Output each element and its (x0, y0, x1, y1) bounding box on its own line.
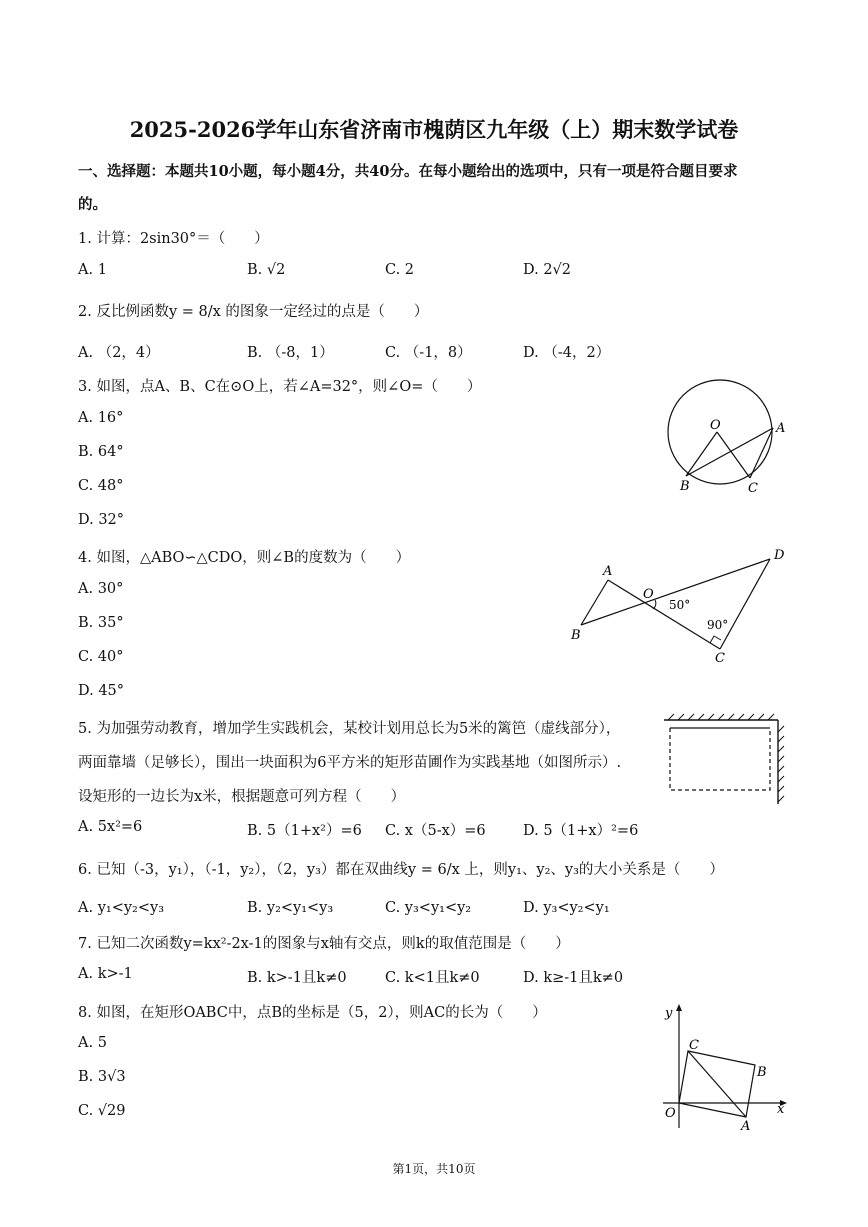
q3-option-d: D. 32° (78, 512, 125, 528)
q3-circle-figure (660, 375, 790, 495)
q7-stem: 7. 已知二次函数y=kx²-2x-1的图象与x轴有交点，则k的取值范围是（ ） (78, 936, 570, 952)
q8-label-c: C (689, 1038, 699, 1053)
q3-label-c: C (748, 481, 758, 495)
q1-option-a: A. 1 (78, 262, 107, 278)
q4-label-c: C (715, 651, 725, 666)
q5-option-d: D. 5（1+x）²=6 (523, 823, 639, 839)
q4-option-d: D. 45° (78, 683, 125, 699)
q1-option-d: D. 2√2 (523, 262, 572, 278)
q8-option-a: A. 5 (78, 1035, 107, 1051)
q7-option-c: C. k<1且k≠0 (385, 970, 480, 986)
q8-stem: 8. 如图，在矩形OABC中，点B的坐标是（5，2），则AC的长为（ ） (78, 1005, 547, 1021)
q1-stem: 1. 计算：2sin30°＝（ ） (78, 231, 269, 247)
q2-option-b: B. （-8，1） (247, 345, 334, 361)
q8-rectangle-figure (655, 1000, 795, 1135)
q5-stem-line2: 两面靠墙（足够长），围出一块面积为6平方米的矩形苗圃作为实践基地（如图所示）. (78, 755, 622, 771)
q5-stem-line3: 设矩形的一边长为x米，根据题意可列方程（ ） (78, 789, 406, 805)
q5-option-a: A. 5x²=6 (78, 819, 143, 835)
q5-option-c: C. x（5-x）=6 (385, 823, 486, 839)
q4-label-d: D (774, 548, 785, 563)
q4-option-c: C. 40° (78, 649, 124, 665)
q3-option-a: A. 16° (78, 410, 124, 426)
q4-label-o: O (643, 587, 654, 602)
section-heading: 一、选择题：本题共10小题，每小题4分，共40分。在每小题给出的选项中，只有一项是符合题目要求 (78, 163, 738, 180)
q2-option-a: A. （2，4） (78, 345, 160, 361)
q8-label-y: y (665, 1006, 673, 1021)
q3-stem: 3. 如图，点A、B、C在⊙O上，若∠A=32°，则∠O=（ ） (78, 379, 482, 395)
q3-label-b: B (680, 479, 690, 494)
q4-option-a: A. 30° (78, 581, 124, 597)
q8-label-a: A (741, 1119, 751, 1134)
q2-option-d: D. （-4，2） (523, 345, 611, 361)
q6-stem: 6. 已知（-3，y₁），（-1，y₂），（2，y₃）都在双曲线y = 6/x 上，则y₁、y₂、y₃的大小关系是（ ） (78, 862, 724, 878)
q6-option-c: C. y₃<y₁<y₂ (385, 900, 472, 916)
q3-option-c: C. 48° (78, 478, 124, 494)
q4-stem: 4. 如图，△ABO∽△CDO，则∠B的度数为（ ） (78, 550, 411, 566)
q8-label-b: B (757, 1065, 767, 1080)
page-title: 2025-2026学年山东省济南市槐荫区九年级（上）期末数学试卷 (129, 117, 739, 142)
q2-option-c: C. （-1，8） (385, 345, 472, 361)
page-footer: 第1页，共10页 (392, 1162, 476, 1176)
q6-option-a: A. y₁<y₂<y₃ (78, 900, 165, 916)
q8-option-c: C. √29 (78, 1103, 126, 1119)
q2-stem: 2. 反比例函数y = 8/x 的图象一定经过的点是（ ） (78, 304, 429, 320)
q5-stem-line1: 5. 为加强劳动教育，增加学生实践机会，某校计划用总长为5米的篱笆（虚线部分）， (78, 721, 621, 737)
q8-label-o: O (665, 1106, 676, 1121)
q5-option-b: B. 5（1+x²）=6 (247, 823, 362, 839)
q8-option-b: B. 3√3 (78, 1069, 126, 1085)
q4-option-b: B. 35° (78, 615, 124, 631)
q4-triangles-figure (565, 543, 795, 668)
q4-label-a: A (603, 564, 613, 579)
q7-option-d: D. k≥-1且k≠0 (523, 970, 624, 986)
q7-option-b: B. k>-1且k≠0 (247, 970, 347, 986)
q4-label-b: B (571, 628, 581, 643)
q7-option-a: A. k>-1 (78, 966, 133, 982)
section-heading-cont: 的。 (78, 196, 107, 213)
q1-option-b: B. √2 (247, 262, 286, 278)
q1-option-c: C. 2 (385, 262, 415, 278)
q4-angle-50: 50° (669, 598, 691, 612)
q6-option-b: B. y₂<y₁<y₃ (247, 900, 334, 916)
q3-label-a: A (776, 421, 786, 436)
q3-option-b: B. 64° (78, 444, 124, 460)
q8-label-x: x (777, 1102, 785, 1117)
q5-fence-figure (660, 712, 790, 812)
q6-option-d: D. y₃<y₂<y₁ (523, 900, 610, 916)
q3-label-o: O (710, 418, 721, 433)
q4-angle-90: 90° (707, 618, 729, 632)
